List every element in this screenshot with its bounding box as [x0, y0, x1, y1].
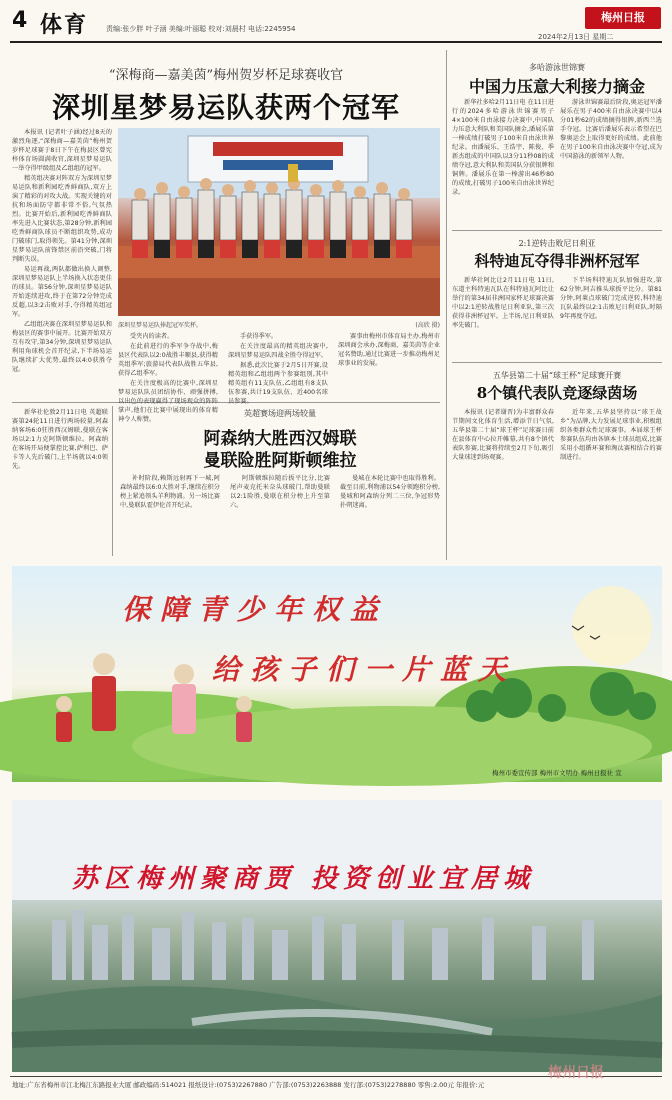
- section-title: 体育: [40, 13, 89, 38]
- newspaper-watermark: 梅州日报: [548, 1065, 604, 1081]
- epl-article-kicker: 英超赛场迎两场较量: [244, 409, 316, 418]
- photo-caption: [118, 320, 440, 329]
- afcon-article-column-1: [452, 276, 554, 358]
- column-divider: [112, 406, 113, 556]
- main-article-kicker: “深梅商—嘉美茵”梅州贺岁杯足球赛收官: [108, 68, 344, 83]
- investment-ad-title: 苏区梅州聚商贾 投资创业宜居城: [72, 864, 536, 894]
- section-divider: [452, 362, 662, 363]
- ad-sponsor-line: 梅州市委宣传部 梅州市文明办 梅州日报社 宣: [492, 769, 622, 777]
- investment-advertisement: [12, 800, 662, 1072]
- section-divider: [12, 402, 440, 403]
- header-rule: [10, 41, 662, 43]
- epl-article-headline-line-1: 阿森纳大胜西汉姆联: [203, 429, 357, 449]
- editor-line: 责编:张少胖 叶子涵 美编:叶丽聪 校对:刘晨村 电话:2245954: [106, 25, 296, 33]
- caption-text: 深圳星梦易运队捧起冠军奖杯。: [118, 322, 203, 329]
- paragraph: 近年来,五华县坚持以“球王故乡”为品牌,大力发展足球事业,积极组织各类群众性足球赛事。本届球王杯参赛队伍均由各镇本土球员组成,比赛采用小组循环赛和淘汰赛相结合的赛制进行。: [560, 409, 662, 461]
- swimming-article-kicker: 多哈游泳世锦赛: [529, 63, 585, 72]
- photo-credit: (高欣 摄): [415, 322, 440, 329]
- paragraph: 在此前进行的季军争夺战中,梅县区代表队以2:0战胜丰顺县,获得精英组季军;旅游局代表队战胜五华县,获得乙组季军。: [118, 343, 218, 377]
- section-divider: [452, 230, 662, 231]
- photo-illustration: [118, 128, 440, 316]
- afcon-article-kicker: 2:1逆转击败尼日利亚: [518, 239, 596, 248]
- epl-article-column-3: [230, 474, 330, 558]
- page-footer: 地址:广东省梅州市江北梅江东路报业大厦 邮政编码:514021 报纸设计:(0753)2267880 广告部:(0753)2263888 发行部:(0753)2278880 零售:2.00元 年报价:元: [12, 1081, 485, 1089]
- paragraph: 新华社阿比让2月11日电 11日,东道主科特迪瓦队在科特迪瓦阿比让举行的第34届非洲国家杯足球赛决赛中以2:1逆转战胜尼日利亚队,第三次获得非洲杯冠军。上半场,尼日利亚队率先破门。: [452, 277, 554, 329]
- paragraph: 新华社伦敦2月11日电 英超联赛第24轮11日进行两场较量,阿森纳客场6:0狂胜西汉姆联,曼联在客场以2:1力克阿斯顿维拉。阿森纳在客场开局便掌控比赛,萨利巴、萨卡等人先后破门,上半场就以4:0领先。: [12, 409, 108, 470]
- paragraph: 在关注度极高的比赛中,深圳星梦易运队队员团结协作、顽强拼搏,以出色的表现赢得了现场观众的阵阵掌声,他们在比赛中展现出的体育精神令人称赞。: [118, 380, 218, 423]
- epl-article-column-left: [12, 408, 108, 558]
- main-article-headline: 深圳星梦易运队获两个冠军: [51, 91, 400, 124]
- paragraph: 曼城在本轮比赛中也取得胜利。截至目前,利物浦以54分领跑积分榜,曼城和阿森纳分列二三位,争冠形势扑朔迷离。: [340, 475, 440, 509]
- wuhua-article-column-2: [560, 408, 662, 558]
- paragraph: 精英组决赛对阵双方为深圳星梦易运队和新利园吃香鲜商队,双方上演了精彩的对攻大战。实现关键的对抗和场面防守都非常不俗,气氛热烈。比赛开始后,新利园吃香鲜商队率先进入比赛状态,第28分钟,新利园吃香鲜商队球员不断组织攻势,成功门破球门,取得领先。第41分钟,深圳星梦易运队前锋禁区前沿突破,门将判断失误。: [12, 175, 112, 263]
- swimming-article-headline: 中国力压意大利接力摘金: [468, 77, 645, 96]
- afcon-article-column-2: [560, 276, 662, 358]
- ad-slogan-line-2: 给孩子们一片蓝天: [212, 653, 517, 686]
- paragraph: 赛事由梅州市体育局主办,梅州市深圳商会承办,深梅商、嘉美茵等企业冠名赞助,通过比赛进一步推动梅州足球事业的发展。: [338, 333, 440, 367]
- epl-article-headline-line-2: 曼联险胜阿斯顿维拉: [203, 451, 357, 471]
- main-article-column-3: [228, 332, 328, 405]
- swimming-article-column-2: [560, 98, 662, 226]
- paragraph: 据悉,此次比赛于2月5日开赛,设精英组和乙组组两个参赛组别,其中精英组有11支队伍,乙组组有8支队伍参赛,共计19支队伍、近400名球员参赛。: [228, 362, 328, 405]
- paragraph: 补时阶段,赖斯远射再下一城,阿森纳最终以6:0大胜对手,继续在积分榜上紧追领头羊利物浦。另一场比赛中,曼联队霍伊伦首开纪录。: [120, 475, 220, 509]
- main-article-column-1: [12, 128, 112, 398]
- paragraph: 新华社多哈2月11日电 在11日进行的2024多哈游泳世锦赛男子4×100米自由泳接力决赛中,中国队力压意大利队和美国队摘金,潘展乐第一棒成绩打破男子100米自由泳世界纪录。由潘展乐、王浩宇、陈俊、季新杰组成的中国队以3分11秒08的成绩夺冠,意大利队和美国队分获银牌和铜牌。潘展乐在第一棒游出46秒80的成绩,打破男子100米自由泳世界纪录。: [452, 99, 554, 196]
- paragraph: 乙组组决赛在深圳星梦易运队和梅县区的赛事中展开。比赛开始双方互有攻守,第34分钟,深圳星梦易运队利用角球机会首开纪录,下半场易运队继续扩大优势,最终以4:0获胜夺冠。: [12, 321, 112, 373]
- epl-article-column-4: [340, 474, 440, 558]
- paragraph: 本报讯 (记者叶子涵)经过8天的激烈角逐,“深梅商—嘉美茵”梅州贺岁杯足球赛于8日下午在梅县区曾宪梓体育场圆满收官,深圳星梦易运队一举夺得甲级组及乙组组的冠军。: [12, 129, 112, 172]
- wuhua-article-headline: 8个镇代表队竞逐绿茵场: [476, 384, 638, 402]
- team-celebration-photo: [118, 128, 440, 316]
- main-article-column-4: [338, 332, 440, 400]
- column-divider: [446, 50, 447, 560]
- youth-rights-advertisement: [12, 566, 662, 782]
- main-article-column-2: [118, 332, 218, 423]
- page-number: 4: [12, 8, 28, 33]
- paragraph: 受夹内的读者。: [130, 333, 174, 340]
- afcon-article-headline: 科特迪瓦夺得非洲杯冠军: [474, 252, 640, 270]
- newspaper-logo: 梅州日报: [585, 7, 661, 29]
- paragraph: 本报讯 (记者谢晋)为丰富群众春节期间文化体育生活,增添节日气氛,五华县第二十届“球王杯”足球赛日前在县体育中心拉开帷幕,共有8个镇代表队参赛,比赛将持续至2月下旬,吸引大量球迷到场观赛。: [452, 409, 554, 461]
- epl-article-column-2: [120, 474, 220, 558]
- paragraph: 易运再战,两队都做出换人调整,深圳星梦易运队上半场换入状态更佳的球员。第56分钟,深圳星梦易运队开始连续进攻,终于在第72分钟完成反超,以3:2击败对手,夺得精英组冠军。: [12, 266, 112, 318]
- paragraph: 阿斯顿维拉随后扳平比分,比赛尾声麦克托米奈头球破门,帮助曼联以2:1险胜,曼联在积分榜上升至第六。: [230, 475, 330, 509]
- swimming-article-column-1: [452, 98, 554, 226]
- paragraph: 手获得季军。: [240, 333, 278, 340]
- wuhua-article-column-1: [452, 408, 554, 558]
- paragraph: 在关注度最高的精英组决赛中,深圳星梦易运队四战全胜夺得冠军。: [228, 343, 328, 359]
- wuhua-article-kicker: 五华县第二十届“球王杯”足球赛开赛: [492, 371, 622, 380]
- issue-date: 2024年2月13日 星期二: [538, 33, 614, 41]
- city-skyline-illustration: [12, 800, 662, 1072]
- paragraph: 下半场科特迪瓦队加强进攻,第62分钟,阿吉推头球扳平比分。第81分钟,阿莱点球破门完成逆转,科特迪瓦队最终以2:1击败尼日利亚队,时隔9年再度夺冠。: [560, 277, 662, 320]
- ad-slogan-line-1: 保障青少年权益: [122, 593, 389, 626]
- paragraph: 游泳世锦赛最后阶段,奥运冠军潘展乐在男子400米自由泳决赛中以4分01秒62的成绩摘得银牌,新西兰选手夺冠。比赛后潘展乐表示希望在巴黎奥运会上取得更好的成绩。此前他在男子100米自由泳决赛中夺冠,成为中国游泳的新领军人物。: [560, 99, 662, 160]
